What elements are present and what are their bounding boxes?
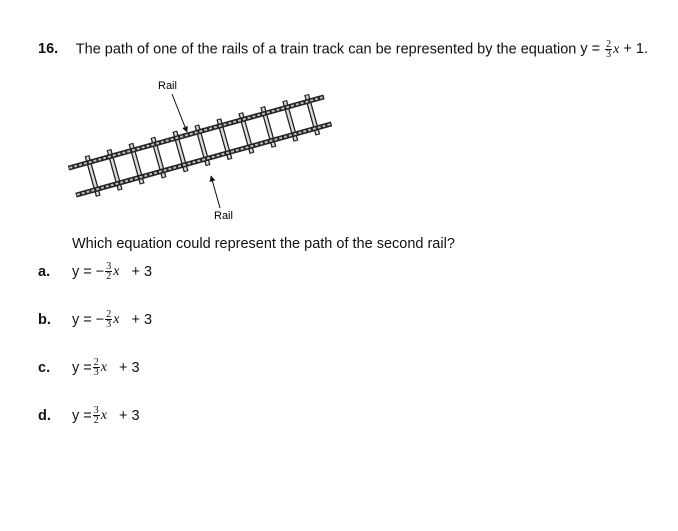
question-row — [38, 40, 648, 59]
answer-option[interactable] — [38, 358, 140, 377]
fraction: $\frac{3}{2}$ — [93, 405, 99, 426]
answer-option[interactable] — [38, 406, 140, 425]
fraction: $\frac{3}{2}$ — [106, 261, 112, 282]
fraction: $\frac{2}{3}$ — [606, 39, 612, 60]
train-track-figure — [60, 70, 340, 230]
prompt-text: Which equation could represent the path of the second rail? — [72, 236, 455, 252]
answer-option[interactable] — [38, 310, 152, 329]
rail-label-top: Rail — [158, 80, 177, 92]
question-text: The path of one of the rails of a train track can be represented by the equation — [75, 41, 577, 58]
answer-option[interactable] — [38, 262, 152, 281]
option-equation: y = − $\frac{2}{3}$ x + 3 — [72, 309, 153, 330]
question-number: 16. — [38, 41, 59, 58]
fraction: $\frac{2}{3}$ — [93, 357, 99, 378]
rail-pointer-bottom — [211, 176, 220, 208]
option-equation: y = − $\frac{3}{2}$ x + 3 — [72, 261, 153, 282]
rail-pointer-top — [172, 94, 187, 132]
option-letter: a. — [38, 263, 51, 280]
question-equation: y = $\frac{2}{3}$ x + 1. — [580, 39, 649, 60]
rail-label-bottom: Rail — [214, 210, 233, 222]
option-equation: y = $\frac{3}{2}$ x + 3 — [72, 405, 140, 426]
train-track — [68, 94, 331, 196]
option-letter: c. — [38, 359, 51, 376]
option-letter: d. — [38, 407, 51, 424]
option-letter: b. — [38, 311, 51, 328]
option-equation: y = $\frac{2}{3}$ x + 3 — [72, 357, 140, 378]
fraction: $\frac{2}{3}$ — [106, 309, 112, 330]
